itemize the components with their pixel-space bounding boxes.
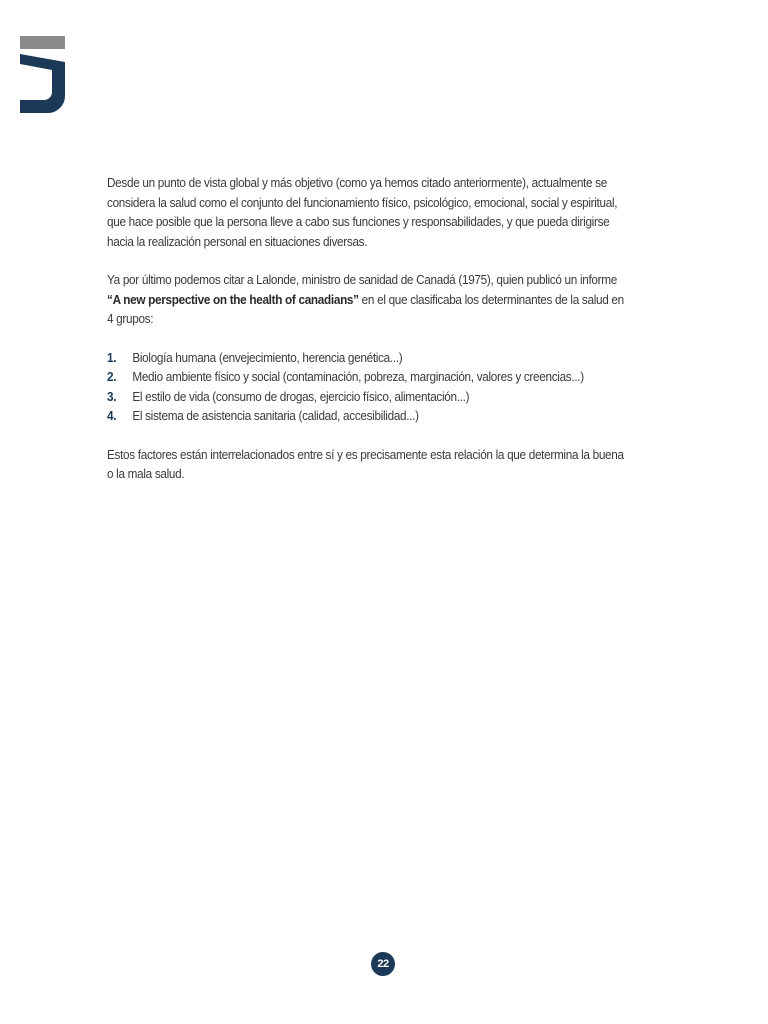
list-text: El sistema de asistencia sanitaria (calidad, accesibilidad...)	[132, 408, 419, 423]
paragraph-conclusion: Estos factores están interrelacionados entre sí y es precisamente esta relación la que determina la buena o la mala salud.	[107, 446, 624, 481]
paragraph-intro: Desde un punto de vista global y más objetivo (como ya hemos citado anteriormente), actualmente se considera la salud como el conjunto del funcionamiento físico, psicológico, emocional, social y espiritual, que hace posible que la persona lleve a cabo sus funciones y responsabilidades, y que pueda dirigirse hacia la realización personal en situaciones diversas.	[107, 175, 618, 249]
list-item	[107, 348, 632, 368]
paragraph-lalonde	[107, 270, 632, 329]
list-number: 3.	[107, 388, 117, 404]
logo-gray-mark	[20, 36, 65, 49]
list-item	[107, 387, 632, 407]
lalonde-text-end: en el que clasificaba los determinantes de la salud en 4 grupos:	[107, 291, 624, 326]
lalonde-text-start: Ya por último podemos citar a Lalonde, ministro de sanidad de Canadá (1975), quien publicó un informe	[107, 272, 617, 287]
list-number: 4.	[107, 408, 117, 423]
list-item	[107, 367, 632, 387]
list-number: 2.	[107, 369, 117, 384]
list-number: 1.	[107, 349, 117, 365]
main-content	[107, 173, 632, 503]
list-text: Medio ambiente físico y social (contaminación, pobreza, marginación, valores y creencias...)	[132, 369, 584, 384]
page-number-badge: 22	[371, 952, 395, 976]
list-text: Biología humana (envejecimiento, herencia genética...)	[132, 349, 403, 365]
report-title: “A new perspective on the health of canadians”	[107, 291, 359, 307]
brand-logo	[18, 36, 68, 114]
list-text: El estilo de vida (consumo de drogas, ejercicio físico, alimentación...)	[132, 388, 470, 404]
list-item	[107, 406, 632, 426]
logo-dark-mark	[20, 54, 65, 113]
determinants-list	[107, 348, 632, 426]
